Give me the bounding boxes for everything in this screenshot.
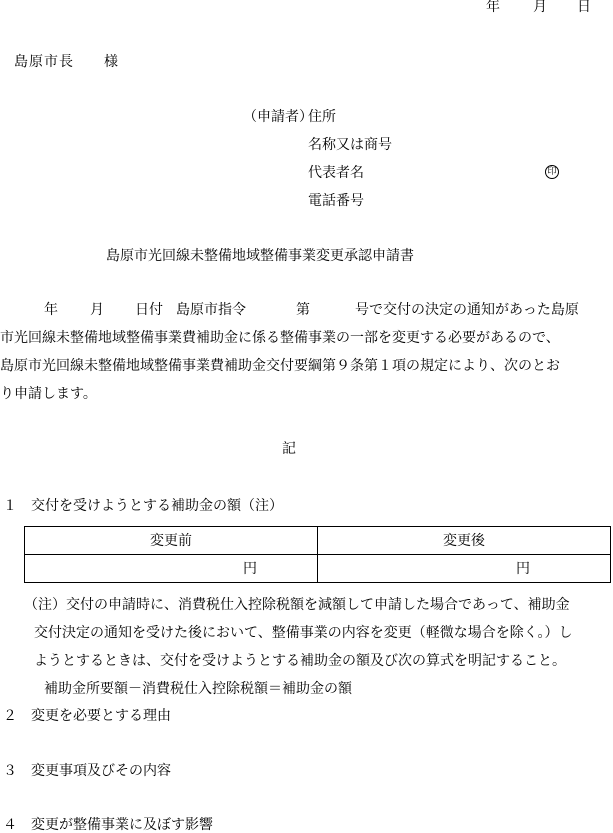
body-line-2: 市光回線未整備地域整備事業費補助金に係る整備事業の一部を変更する必要があるので、: [0, 330, 560, 346]
item-4-heading: ４ 変更が整備事業に及ぼす影響: [3, 817, 213, 833]
body-city-order: 島原市指令: [176, 302, 246, 318]
body-year: 年: [44, 302, 58, 318]
date-day-label: 日: [577, 0, 591, 15]
applicant-address-label: 住所: [308, 109, 336, 125]
applicant-prefix: （申請者）: [243, 109, 313, 125]
seal-mark: 印: [545, 165, 559, 179]
ki-heading: 記: [282, 441, 296, 457]
note-line-3: ようとするときは、交付を受けようとする補助金の額及び次の算式を明記すること。: [34, 653, 566, 669]
document-title: 島原市光回線未整備地域整備事業変更承認申請書: [106, 248, 414, 264]
before-change-value-cell: [25, 555, 318, 583]
applicant-phone-label: 電話番号: [308, 193, 364, 209]
before-change-yen: 円: [243, 560, 257, 577]
applicant-name-label: 名称又は商号: [308, 137, 392, 153]
before-change-header: 変更前: [25, 527, 318, 555]
applicant-representative-label: 代表者名: [308, 165, 364, 181]
body-day: 日付: [135, 302, 163, 318]
amount-table: [24, 526, 611, 583]
note-formula: 補助金所要額－消費税仕入控除税額＝補助金の額: [44, 681, 352, 697]
item-2-heading: ２ 変更を必要とする理由: [3, 708, 171, 724]
after-change-yen: 円: [516, 560, 530, 577]
addressee: 島原市長 様: [14, 54, 119, 70]
body-line-3: 島原市光回線未整備地域整備事業費補助金交付要綱第９条第１項の規定により、次のとお: [0, 358, 560, 374]
body-dai: 第: [296, 302, 310, 318]
item-1-heading: １ 交付を受けようとする補助金の額（注）: [3, 498, 283, 514]
note-line-1: （注）交付の申請時に、消費税仕入控除税額を減額して申請した場合であって、補助金: [24, 597, 570, 613]
body-line-4: り申請します。: [0, 386, 97, 402]
table-header-row: [25, 527, 611, 555]
body-rest: 号で交付の決定の通知があった島原: [355, 302, 579, 318]
date-month-label: 月: [533, 0, 547, 15]
item-3-heading: ３ 変更事項及びその内容: [3, 763, 171, 779]
date-year-label: 年: [486, 0, 500, 15]
note-line-2: 交付決定の通知を受けた後において、整備事業の内容を変更（軽微な場合を除く。）し: [34, 625, 573, 641]
body-month: 月: [90, 302, 104, 318]
after-change-value-cell: [318, 555, 611, 583]
table-value-row: [25, 555, 611, 583]
after-change-header: 変更後: [318, 527, 611, 555]
